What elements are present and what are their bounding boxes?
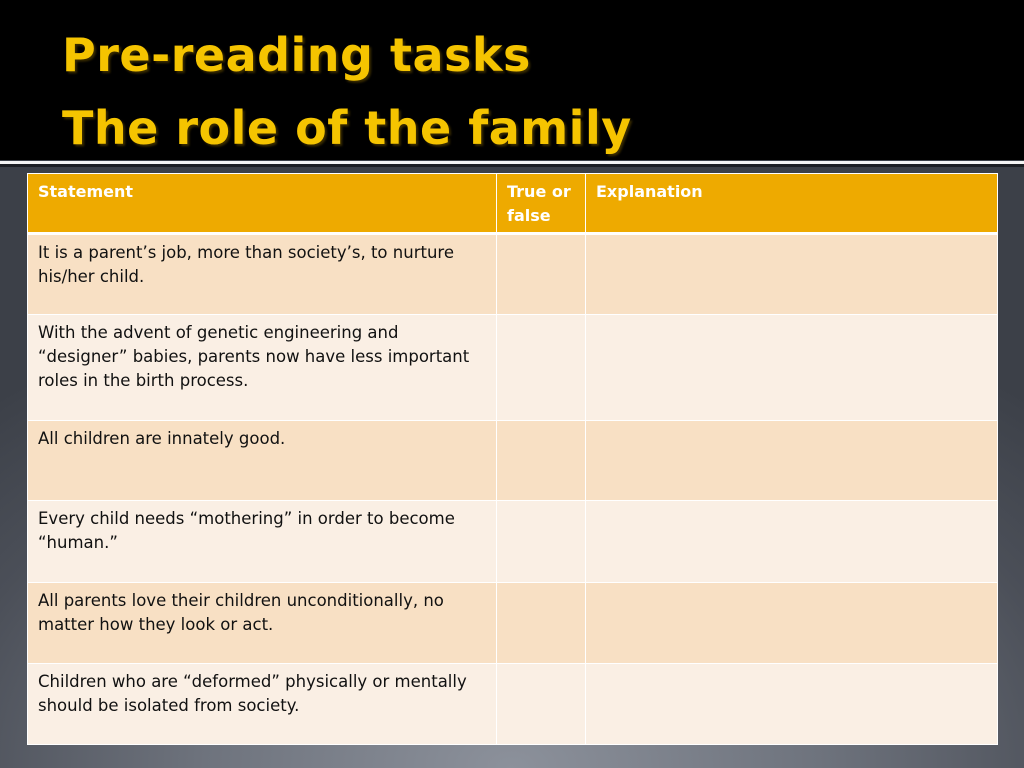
header-true-or-false: True or false [497,174,586,234]
explanation-cell[interactable] [586,583,998,664]
explanation-cell[interactable] [586,501,998,583]
slide-title-line-2: The role of the family [62,101,632,155]
table-row [28,583,998,664]
explanation-cell[interactable] [586,664,998,745]
statement-cell: All children are innately good. [28,421,497,501]
statement-cell: All parents love their children unconditionally, no matter how they look or act. [28,583,497,664]
slide-title-line-1: Pre-reading tasks [62,28,531,82]
table-row [28,664,998,745]
table-header-row [28,174,998,234]
explanation-cell[interactable] [586,315,998,421]
title-band [0,0,1024,160]
header-explanation: Explanation [586,174,998,234]
table-row [28,234,998,315]
true-or-false-cell[interactable] [497,421,586,501]
true-or-false-cell[interactable] [497,583,586,664]
true-or-false-cell[interactable] [497,234,586,315]
title-separator-shadow [0,164,1024,167]
true-or-false-cell[interactable] [497,501,586,583]
pre-reading-table [27,173,998,745]
statement-cell: With the advent of genetic engineering and “designer” babies, parents now have less important roles in the birth process. [28,315,497,421]
table-row [28,501,998,583]
header-statement: Statement [28,174,497,234]
statement-cell: It is a parent’s job, more than society’s, to nurture his/her child. [28,234,497,315]
table-row [28,315,998,421]
true-or-false-cell[interactable] [497,664,586,745]
statement-cell: Every child needs “mothering” in order to become “human.” [28,501,497,583]
explanation-cell[interactable] [586,234,998,315]
explanation-cell[interactable] [586,421,998,501]
statement-cell: Children who are “deformed” physically or mentally should be isolated from society. [28,664,497,745]
table-row [28,421,998,501]
true-or-false-cell[interactable] [497,315,586,421]
